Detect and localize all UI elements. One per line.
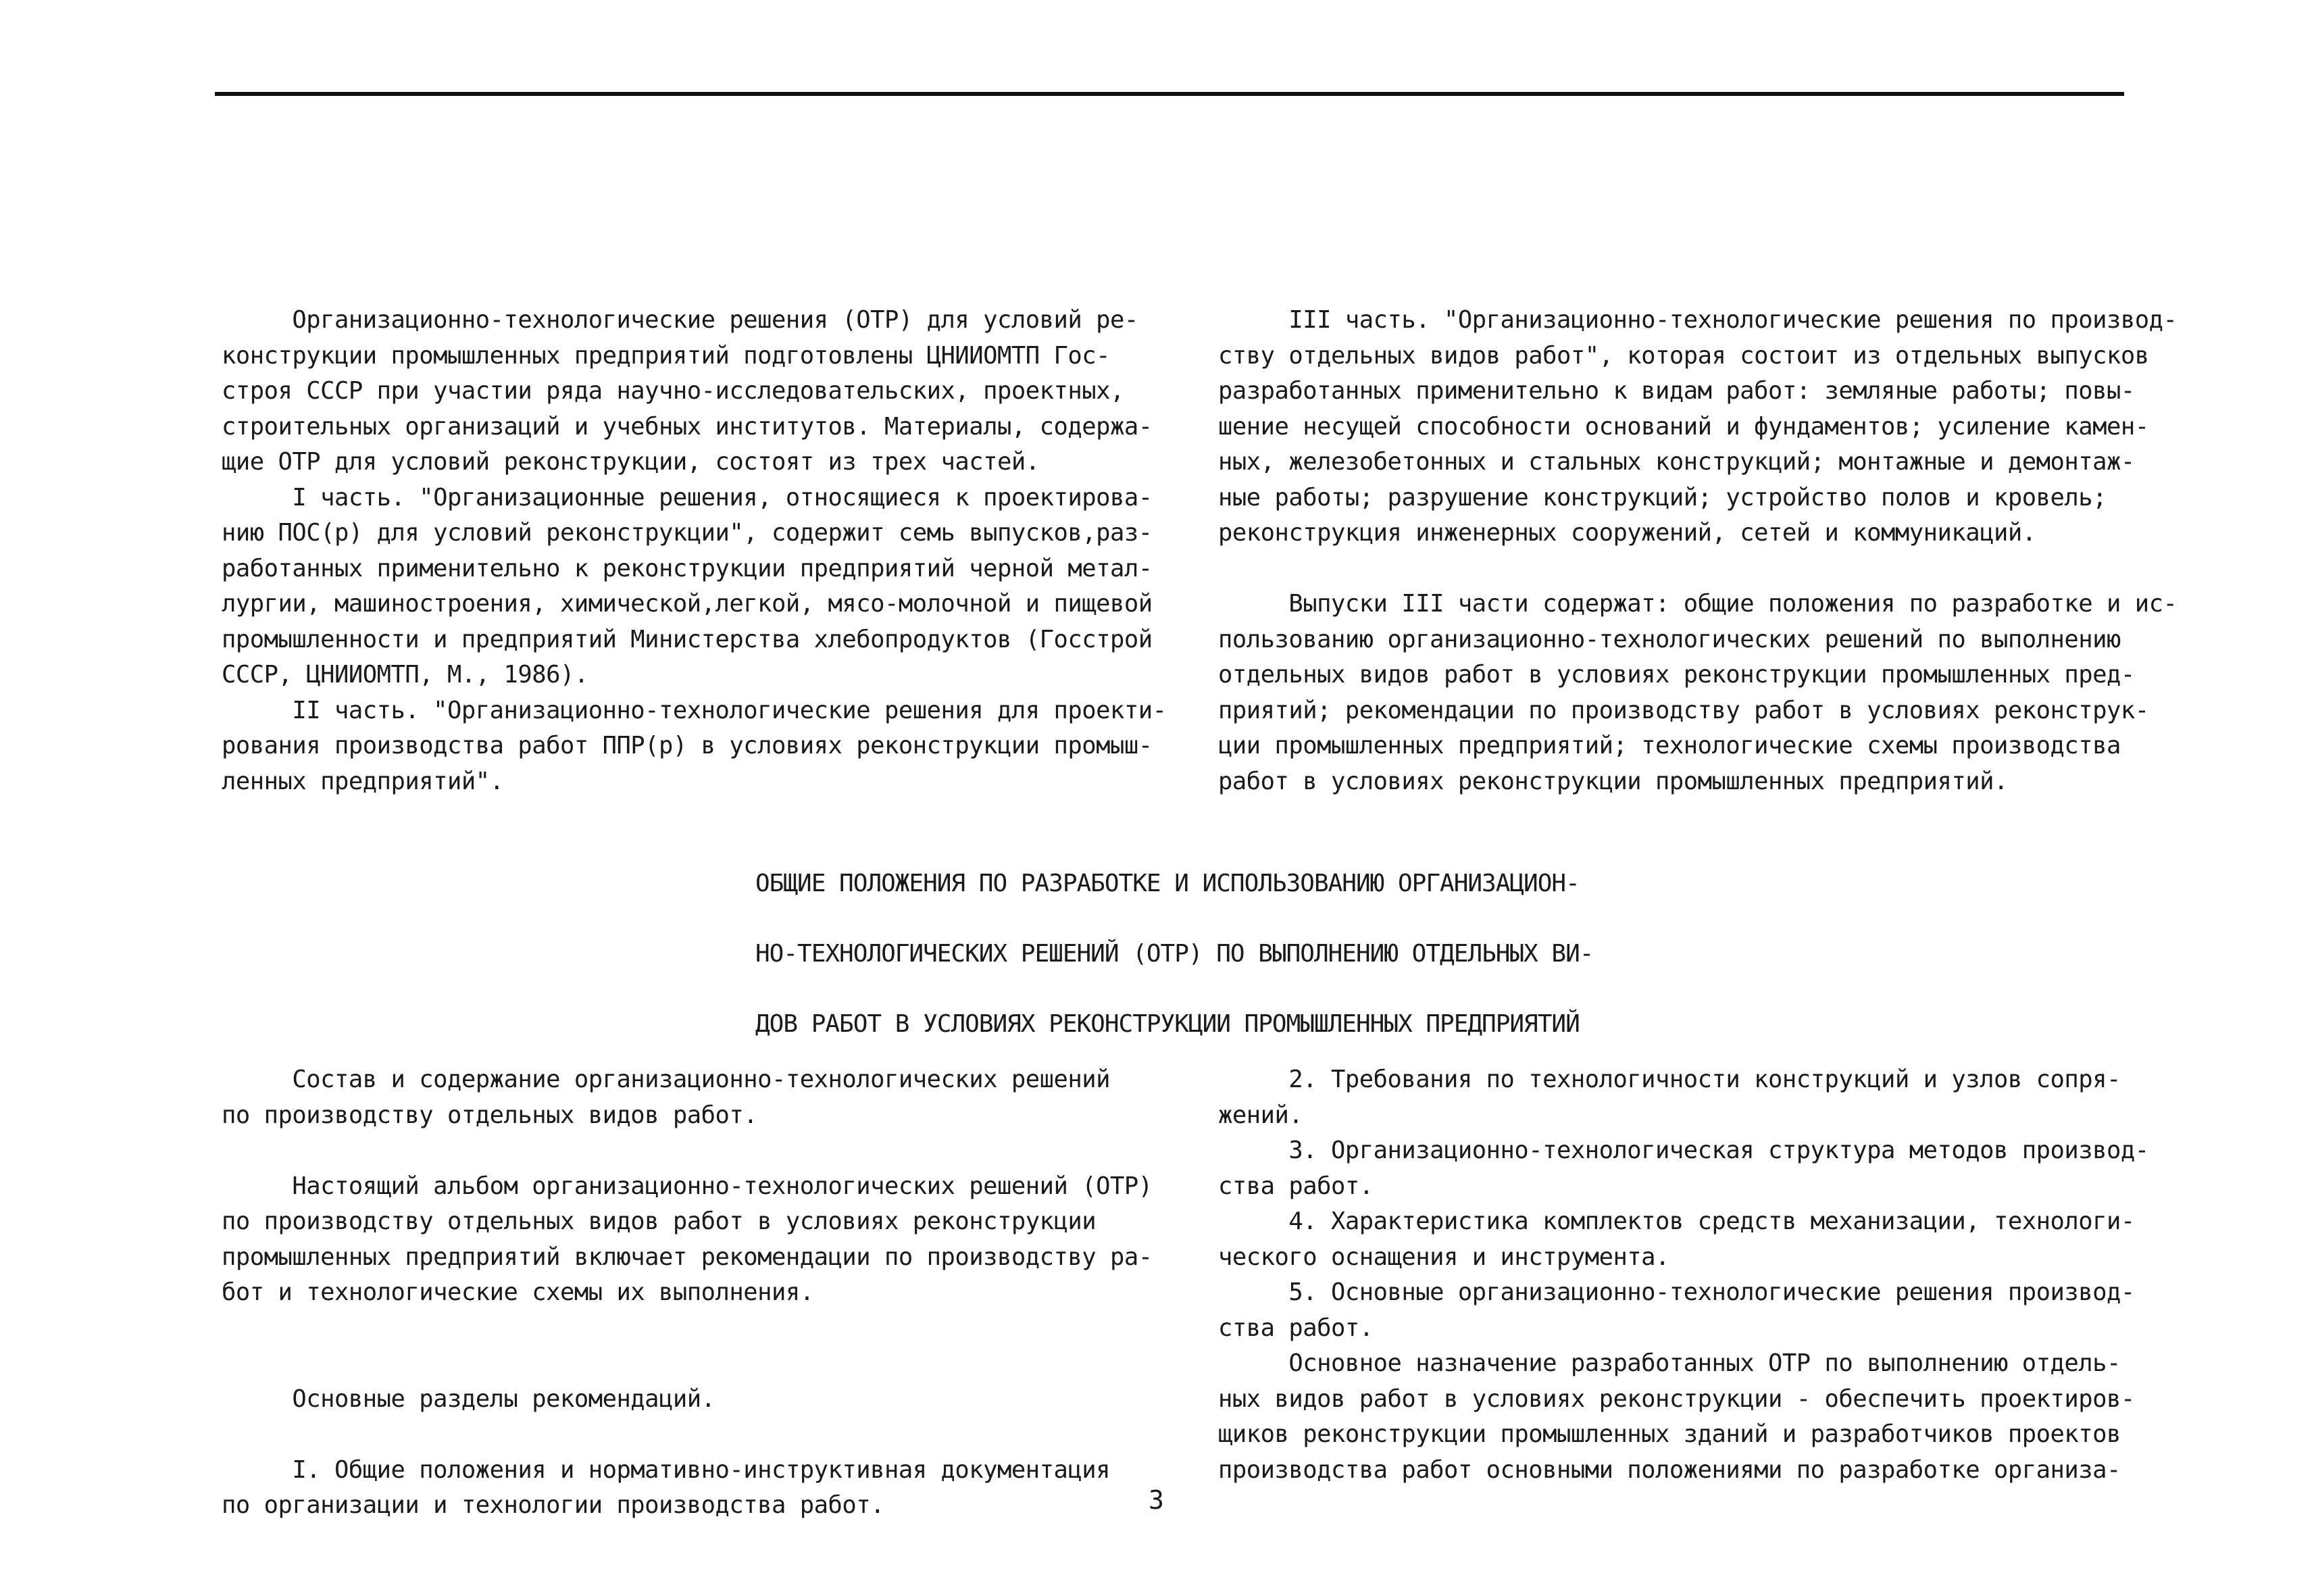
text-line: строительных организаций и учебных институтов. Материалы, содержа- [222,412,1153,441]
text-line: конструкции промышленных предприятий подготовлены ЦНИИОМТП Гос- [222,341,1110,370]
upper-right-text-column [1218,303,2177,799]
text-line: щие ОТР для условий реконструкции, состоят из трех частей. [222,448,1040,476]
text-line: НО-ТЕХНОЛОГИЧЕСКИХ РЕШЕНИЙ (ОТР) ПО ВЫПОЛНЕНИЮ ОТДЕЛЬНЫХ ВИ- [755,940,1594,968]
text-line: II часть. "Организационно-технологические решения для проекти- [222,696,1167,724]
text-line: приятий; рекомендации по производству работ в условиях реконструк- [1218,696,2149,724]
text-line: ОБЩИЕ ПОЛОЖЕНИЯ ПО РАЗРАБОТКЕ И ИСПОЛЬЗОВАНИЮ ОРГАНИЗАЦИОН- [755,870,1580,897]
text-line: ДОВ РАБОТ В УСЛОВИЯХ РЕКОНСТРУКЦИИ ПРОМЫШЛЕННЫХ ПРЕДПРИЯТИЙ [755,1010,1580,1038]
text-line: щиков реконструкции промышленных зданий и разработчиков проектов [1218,1420,2121,1448]
text-line: ных видов работ в условиях реконструкции - обеспечить проектиров- [1218,1385,2135,1413]
text-line [222,1417,1153,1453]
page-number: 3 [1149,1485,1164,1515]
text-line: пользованию организационно-технологических решений по выполнению [1218,625,2121,653]
text-line: ства работ. [1218,1314,1374,1342]
text-line: 4. Характеристика комплектов средств механизации, технологи- [1218,1207,2135,1235]
text-line: 5. Основные организационно-технологические решения производ- [1218,1278,2135,1306]
text-line: Выпуски III части содержат: общие положения по разработке и ис- [1218,590,2178,618]
text-line: Основное назначение разработанных ОТР по выполнению отдель- [1218,1349,2121,1377]
text-line: I. Общие положения и нормативно-инструктивная документация [222,1455,1110,1484]
text-line: Состав и содержание организационно-технологических решений [222,1066,1110,1093]
section-title [755,837,1593,1072]
text-line: III часть. "Организационно-технологические решения по производ- [1218,306,2178,334]
text-line [222,1311,1153,1347]
text-line: СССР, ЦНИИОМТП, М., 1986). [222,661,588,689]
text-line: ции промышленных предприятий; технологические схемы производства [1218,732,2121,759]
text-line: реконструкция инженерных сооружений, сетей и коммуникаций. [1218,519,2036,547]
text-line: рования производства работ ППР(р) в условиях реконструкции промыш- [222,732,1153,759]
upper-left-text-column [222,303,1166,799]
text-line: лургии, машиностроения, химической,легкой, мясо-молочной и пищевой [222,590,1153,618]
text-line: I часть. "Организационные решения, относящиеся к проектирова- [222,483,1153,512]
text-line: ные работы; разрушение конструкций; устройство полов и кровель; [1218,483,2107,512]
text-line: ства работ. [1218,1172,1374,1200]
text-line [222,1133,1153,1169]
lower-right-text-column [1218,1062,2149,1488]
text-line: строя СССР при участии ряда научно-исследовательских, проектных, [222,377,1124,405]
text-line: 2. Требования по технологичности конструкций и узлов сопря- [1218,1066,2121,1093]
text-line: работанных применительно к реконструкции предприятий черной метал- [222,554,1153,582]
text-line: производства работ основными положениями по разработке организа- [1218,1455,2121,1484]
text-line: Основные разделы рекомендаций. [222,1385,715,1413]
text-line: по организации и технологии производства работ. [222,1491,885,1519]
text-line [1218,551,2177,587]
text-line [222,1346,1153,1382]
text-line: ству отдельных видов работ", которая состоит из отдельных выпусков [1218,341,2149,370]
text-line: Организационно-технологические решения (ОТР) для условий ре- [222,306,1138,334]
top-rule [215,92,2124,96]
text-line: шение несущей способности оснований и фундаментов; усиление камен- [1218,412,2149,441]
text-line: отдельных видов работ в условиях реконструкции промышленных пред- [1218,661,2135,689]
text-line: ных, железобетонных и стальных конструкций; монтажные и демонтаж- [1218,448,2135,476]
text-line: промышленных предприятий включает рекомендации по производству ра- [222,1243,1153,1271]
text-line: по производству отдельных видов работ в условиях реконструкции [222,1207,1097,1235]
text-line: 3. Организационно-технологическая структура методов производ- [1218,1137,2149,1164]
text-line: разработанных применительно к видам работ: земляные работы; повы- [1218,377,2135,405]
text-line: Настоящий альбом организационно-технологических решений (ОТР) [222,1172,1153,1200]
text-line: бот и технологические схемы их выполнения. [222,1278,814,1306]
text-line: по производству отдельных видов работ. [222,1101,758,1129]
text-line: работ в условиях реконструкции промышленных предприятий. [1218,767,2008,795]
lower-left-text-column [222,1062,1153,1524]
text-line: промышленности и предприятий Министерства хлебопродуктов (Госстрой [222,625,1153,653]
text-line: ленных предприятий". [222,767,504,795]
text-line: ческого оснащения и инструмента. [1218,1243,1669,1271]
text-line: жений. [1218,1101,1303,1129]
text-line: нию ПОС(р) для условий реконструкции", содержит семь выпусков,раз- [222,519,1153,547]
